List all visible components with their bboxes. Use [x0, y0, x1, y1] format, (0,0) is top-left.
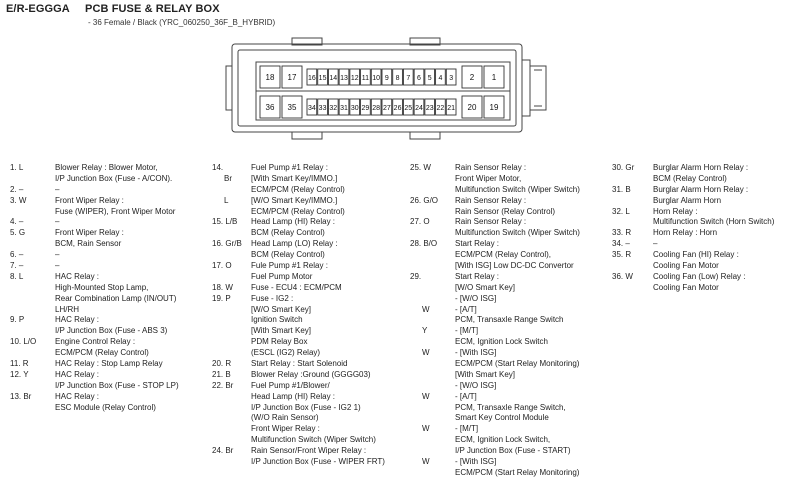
pin-list-row — [212, 392, 410, 403]
pin-number: 15. L/B — [212, 217, 238, 227]
pin-list-row — [212, 207, 410, 218]
pin-number: 25. W — [410, 163, 431, 172]
pin-list-row — [410, 305, 610, 316]
pin-list-row — [410, 196, 610, 207]
pin-description: Multifunction Switch (Wiper Switch) — [455, 184, 580, 194]
housing-latch-right — [522, 60, 530, 116]
pin-list-row — [212, 294, 410, 305]
connector-diagram — [0, 0, 800, 160]
pin-label: 35 — [287, 103, 297, 112]
pin-number: 28. B/O — [410, 239, 438, 249]
pin-list-row — [212, 315, 410, 326]
pin-label: 16 — [307, 75, 316, 82]
pin-label: 33 — [318, 105, 327, 112]
pin-description: I/P Junction Box (Fuse - A/CON). — [55, 173, 173, 183]
pin-list-row — [612, 196, 798, 207]
pin-list-row — [612, 250, 798, 261]
pin-number: 29. — [410, 271, 422, 281]
pin-list-row — [410, 217, 610, 228]
pin-number: 2. – — [10, 184, 24, 194]
pin-list-row — [410, 326, 610, 337]
pin-list-row — [410, 457, 610, 468]
pin-list-row — [212, 185, 410, 196]
pin-description: Fuse (WIPER), Front Wiper Motor — [55, 206, 176, 216]
pin-description: ECM, Ignition Lock Switch — [455, 337, 548, 347]
pin-description: - [With ISG] — [455, 348, 497, 358]
pin-description: Rain Sensor Relay : — [455, 163, 527, 172]
pin-label: 3 — [449, 75, 454, 82]
pin-description: Fule Pump #1 Relay : — [251, 261, 328, 271]
pin-list-row — [212, 228, 410, 239]
pin-label: 31 — [340, 105, 348, 112]
pin-list-row — [612, 174, 798, 185]
pin-label: 6 — [417, 75, 421, 82]
pin-number: 33. R — [612, 228, 632, 238]
pin-list-row — [410, 370, 610, 381]
pin-label: 36 — [265, 103, 275, 112]
pin-number: 10. L/O — [10, 337, 37, 347]
pin-list-column-4 — [612, 163, 798, 294]
pin-number: 20. R — [212, 359, 232, 369]
pin-description: Multifunction Switch (Horn Switch) — [653, 217, 775, 227]
pin-list-row — [10, 305, 205, 316]
pin-number: 22. Br — [212, 380, 234, 390]
pin-number: 12. Y — [10, 369, 29, 379]
pin-list-row — [212, 305, 410, 316]
pin-description: BCM (Relay Control) — [251, 228, 325, 238]
pin-list-row — [10, 348, 205, 359]
pin-label: 24 — [415, 105, 423, 112]
pin-number: 1. L — [10, 163, 24, 172]
pin-number: 35. R — [612, 250, 632, 260]
pin-description: - [M/T] — [455, 424, 479, 434]
pin-list-row — [10, 185, 205, 196]
pin-label: 26 — [393, 105, 402, 112]
pin-list-row — [10, 294, 205, 305]
pin-list-row — [410, 174, 610, 185]
pin-description: ECM/PCM (Relay Control), — [455, 250, 552, 260]
pin-label: 28 — [372, 105, 381, 112]
pin-description: - [A/T] — [455, 304, 477, 314]
pin-number: 27. O — [410, 217, 430, 227]
housing-tab — [292, 132, 322, 139]
pin-list-row — [212, 272, 410, 283]
pin-list-row — [10, 163, 205, 174]
pin-list-row — [10, 337, 205, 348]
pin-list-row — [212, 163, 410, 174]
pin-description: BCM (Relay Control) — [653, 173, 727, 183]
pin-description: [With ISG] Low DC-DC Convertor — [455, 261, 574, 271]
pin-list-row — [410, 468, 610, 479]
pin-number: 17. O — [212, 261, 232, 271]
pin-label: 22 — [436, 105, 445, 112]
pin-label: 18 — [265, 73, 275, 82]
pin-description: HAC Relay : — [55, 369, 100, 379]
pin-list-row — [212, 174, 410, 185]
pin-description: I/P Junction Box (Fuse - START) — [455, 446, 571, 456]
pin-list-row — [10, 326, 205, 337]
pin-number: 11. R — [10, 359, 29, 369]
pin-description: Rain Sensor (Relay Control) — [455, 206, 556, 216]
pin-list-row — [612, 239, 798, 250]
pin-number: 30. Gr — [612, 163, 635, 172]
pin-list-row — [410, 381, 610, 392]
pin-list-row — [212, 403, 410, 414]
pin-list-row — [410, 239, 610, 250]
pin-description: Front Wiper Motor, — [455, 173, 522, 183]
pin-description: Cooling Fan Motor — [653, 282, 719, 292]
pin-list-row — [212, 326, 410, 337]
pin-number: 14. — [212, 163, 224, 172]
pin-description: Fuse - IG2 : — [251, 293, 294, 303]
pin-number: 3. W — [10, 195, 27, 205]
pin-list-row — [212, 217, 410, 228]
pin-description: [With Smart Key] — [455, 369, 516, 379]
pin-description: Head Lamp (LO) Relay : — [251, 239, 338, 249]
pin-description: ECM/PCM (Relay Control) — [251, 184, 345, 194]
pin-description: I/P Junction Box (Fuse - ABS 3) — [55, 326, 168, 336]
pin-list-row — [10, 272, 205, 283]
wire-color: L — [224, 195, 229, 205]
pin-list-row — [410, 446, 610, 457]
wire-color: W — [422, 391, 430, 401]
pin-description: ECM/PCM (Start Relay Monitoring) — [455, 359, 580, 369]
pin-label: 4 — [438, 75, 443, 82]
pin-list-row — [212, 370, 410, 381]
pin-label: 15 — [318, 75, 327, 82]
pin-label: 34 — [307, 105, 316, 112]
pin-description: Front Wiper Relay : — [55, 195, 124, 205]
pin-list-row — [410, 348, 610, 359]
pin-description: HAC Relay : — [55, 271, 100, 281]
pin-list-row — [10, 228, 205, 239]
pin-number: 34. – — [612, 239, 630, 249]
pin-list-row — [410, 435, 610, 446]
pin-description: Rain Sensor Relay : — [455, 195, 527, 205]
pin-description: PCM, Transaxle Range Switch — [455, 315, 564, 325]
pin-description: Front Wiper Relay : — [251, 424, 320, 434]
pin-description: – — [653, 239, 658, 249]
pin-list-row — [612, 283, 798, 294]
pin-list-row — [410, 424, 610, 435]
pin-number: 36. W — [612, 271, 633, 281]
pin-description: BCM (Relay Control) — [251, 250, 325, 260]
pin-description: - [With ISG] — [455, 457, 497, 467]
pin-description: Multifunction Switch (Wiper Switch) — [455, 228, 580, 238]
pin-description: - [A/T] — [455, 391, 477, 401]
pin-description: Start Relay : — [455, 239, 500, 249]
pin-label: 32 — [329, 105, 338, 112]
pin-label: 23 — [425, 105, 434, 112]
pin-number: 24. Br — [212, 446, 234, 456]
pin-description: – — [55, 250, 60, 260]
pin-description: Rain Sensor Relay : — [455, 217, 527, 227]
pin-description: ECM/PCM (Relay Control) — [251, 206, 345, 216]
pin-description: Cooling Fan (Low) Relay : — [653, 271, 746, 281]
pin-number: 4. – — [10, 217, 24, 227]
pin-number: 31. B — [612, 184, 631, 194]
pin-label: 10 — [372, 75, 381, 82]
housing-latch-left — [226, 66, 232, 110]
pin-number: 9. P — [10, 315, 25, 325]
pin-list-row — [410, 392, 610, 403]
pin-description: Front Wiper Relay : — [55, 228, 124, 238]
pin-label: 5 — [427, 75, 432, 82]
pin-list-row — [10, 217, 205, 228]
pin-description: HAC Relay : — [55, 315, 100, 325]
pin-description: Burglar Alarm Horn Relay : — [653, 184, 749, 194]
pin-description: Rear Combination Lamp (IN/OUT) — [55, 293, 177, 303]
pin-list-row — [612, 207, 798, 218]
pin-label: 11 — [361, 75, 370, 82]
pin-list-row — [410, 228, 610, 239]
pin-list-row — [10, 261, 205, 272]
pin-number: 5. G — [10, 228, 26, 238]
pin-description: – — [55, 184, 60, 194]
pin-number: 18. W — [212, 282, 233, 292]
pin-description: Fuse - ECU4 : ECM/PCM — [251, 282, 342, 292]
pin-description: ECM, Ignition Lock Switch, — [455, 435, 551, 445]
pin-list-row — [212, 413, 410, 424]
pin-description: Horn Relay : Horn — [653, 228, 718, 238]
pin-description: Start Relay : Start Solenoid — [251, 359, 348, 369]
pin-list-row — [410, 272, 610, 283]
pin-list-row — [612, 272, 798, 283]
pin-description: Horn Relay : — [653, 206, 698, 216]
pin-number: 26. G/O — [410, 195, 439, 205]
pin-list-row — [10, 283, 205, 294]
pin-list-row — [410, 185, 610, 196]
pin-list-row — [612, 228, 798, 239]
pin-description: Cooling Fan (HI) Relay : — [653, 250, 739, 260]
pin-label: 8 — [395, 75, 400, 82]
lock-lever — [530, 66, 546, 110]
pin-list-row — [10, 239, 205, 250]
pin-label: 27 — [382, 105, 391, 112]
pin-list-row — [10, 370, 205, 381]
pin-list-row — [10, 207, 205, 218]
pin-number: 16. Gr/B — [212, 239, 242, 249]
pin-description: LH/RH — [55, 304, 80, 314]
pin-description: Smart Key Control Module — [455, 413, 549, 423]
pin-label: 13 — [340, 75, 348, 82]
pin-list-row — [212, 239, 410, 250]
pin-description: – — [55, 261, 60, 271]
pin-label: 12 — [350, 75, 359, 82]
wire-color: Br — [224, 173, 232, 183]
pin-description: Head Lamp (HI) Relay : — [251, 391, 336, 401]
pin-description: I/P Junction Box (Fuse - IG2 1) — [251, 402, 361, 412]
pin-description: HAC Relay : Stop Lamp Relay — [55, 359, 163, 369]
housing-tab — [410, 132, 440, 139]
pin-list-row — [10, 381, 205, 392]
pin-list-row — [212, 348, 410, 359]
pin-label: 1 — [491, 73, 497, 82]
pin-description: - [W/O ISG] — [455, 293, 497, 303]
pin-list-row — [410, 337, 610, 348]
pin-number: 19. P — [212, 293, 231, 303]
pin-description: [With Smart Key] — [251, 326, 312, 336]
pin-description: Start Relay : — [455, 271, 500, 281]
pin-list-row — [10, 315, 205, 326]
pin-list-row — [410, 294, 610, 305]
diagram-title: PCB FUSE & RELAY BOX — [85, 3, 220, 15]
pin-number: 32. L — [612, 206, 630, 216]
pin-description: Burglar Alarm Horn Relay : — [653, 163, 749, 172]
pin-description: Head Lamp (HI) Relay : — [251, 217, 336, 227]
pin-list-row — [410, 359, 610, 370]
pin-number: 21. B — [212, 369, 231, 379]
pin-list-row — [212, 446, 410, 457]
pin-list-row — [10, 359, 205, 370]
pin-list-row — [612, 261, 798, 272]
pin-list-row — [212, 381, 410, 392]
pin-description: BCM, Rain Sensor — [55, 239, 122, 249]
pin-label: 14 — [329, 75, 338, 82]
pin-list-row — [410, 250, 610, 261]
pin-list-row — [212, 359, 410, 370]
pin-description: Multifunction Switch (Wiper Switch) — [251, 435, 376, 445]
pin-label: 21 — [447, 105, 456, 112]
pin-list-row — [410, 283, 610, 294]
pin-description: - [W/O ISG] — [455, 380, 497, 390]
pin-label: 25 — [404, 105, 413, 112]
pin-description: Engine Control Relay : — [55, 337, 136, 347]
pin-list-row — [410, 315, 610, 326]
wire-color: W — [422, 457, 430, 467]
pin-description: [With Smart Key/IMMO.] — [251, 173, 338, 183]
pin-list-column-2 — [212, 163, 410, 468]
pin-label: 29 — [361, 105, 370, 112]
pin-label: 17 — [287, 73, 297, 82]
pin-description: Burglar Alarm Horn — [653, 195, 722, 205]
pin-label: 2 — [469, 73, 475, 82]
pin-description: [W/O Smart Key/IMMO.] — [251, 195, 338, 205]
pin-description: Rain Sensor/Front Wiper Relay : — [251, 446, 367, 456]
pin-list-row — [212, 283, 410, 294]
pin-description: I/P Junction Box (Fuse - WIPER FRT) — [251, 457, 385, 467]
pin-number: 6. – — [10, 250, 24, 260]
pin-label: 20 — [467, 103, 477, 112]
pin-list-row — [212, 457, 410, 468]
pin-list-row — [212, 435, 410, 446]
pin-number: 7. – — [10, 261, 24, 271]
pin-description: (W/O Rain Sensor) — [251, 413, 319, 423]
pin-description: Blower Relay :Ground (GGGG03) — [251, 369, 371, 379]
pin-number: 13. Br — [10, 391, 32, 401]
pin-description: [W/O Smart Key] — [455, 282, 516, 292]
pin-description: – — [55, 217, 60, 227]
connector-subtitle: - 36 Female / Black (YRC_060250_36F_B_HYBRID) — [88, 18, 276, 27]
pin-description: HAC Relay : — [55, 391, 100, 401]
pin-list-row — [212, 337, 410, 348]
pin-list-column-3 — [410, 163, 610, 479]
pin-description: High-Mounted Stop Lamp, — [55, 282, 149, 292]
pin-label: 30 — [350, 105, 359, 112]
pin-description: (ESCL (IG2) Relay) — [251, 348, 321, 358]
pin-description: Fuel Pump #1 Relay : — [251, 163, 328, 172]
pin-description: Ignition Switch — [251, 315, 303, 325]
pin-description: ECM/PCM (Relay Control) — [55, 348, 149, 358]
wire-color: W — [422, 304, 430, 314]
pin-list-row — [10, 392, 205, 403]
pin-list-row — [410, 163, 610, 174]
pin-list-column-1 — [10, 163, 205, 413]
pin-list-row — [612, 217, 798, 228]
pin-list-row — [212, 424, 410, 435]
pin-list-row — [410, 403, 610, 414]
pin-description: PDM Relay Box — [251, 337, 308, 347]
wire-color: W — [422, 424, 430, 434]
pin-number: 8. L — [10, 271, 24, 281]
pin-description: [W/O Smart Key] — [251, 304, 312, 314]
pin-list-row — [612, 163, 798, 174]
pin-list-row — [212, 196, 410, 207]
pin-list-row — [410, 207, 610, 218]
pin-list-row — [10, 174, 205, 185]
pin-list-row — [410, 413, 610, 424]
pin-description: ECM/PCM (Start Relay Monitoring) — [455, 467, 580, 477]
pin-label: 7 — [406, 75, 411, 82]
pin-list-row — [612, 185, 798, 196]
pin-description: Cooling Fan Motor — [653, 261, 719, 271]
pin-list-row — [10, 250, 205, 261]
pin-description: PCM, Transaxle Range Switch, — [455, 402, 566, 412]
pin-list-row — [10, 403, 205, 414]
pin-list-row — [212, 261, 410, 272]
pin-list-row — [10, 196, 205, 207]
pin-description: - [M/T] — [455, 326, 479, 336]
pin-description: Fuel Pump #1/Blower/ — [251, 380, 330, 390]
pin-description: Fuel Pump Motor — [251, 271, 313, 281]
pin-list-row — [410, 261, 610, 272]
diagram-code: E/R-EGGGA — [6, 3, 70, 15]
pin-list-row — [212, 250, 410, 261]
pin-label: 9 — [384, 75, 389, 82]
pin-description: ESC Module (Relay Control) — [55, 402, 156, 412]
wire-color: W — [422, 348, 430, 358]
pin-description: Blower Relay : Blower Motor, — [55, 163, 158, 172]
pin-description: I/P Junction Box (Fuse - STOP LP) — [55, 380, 179, 390]
pin-label: 19 — [489, 103, 499, 112]
wire-color: Y — [422, 326, 428, 336]
